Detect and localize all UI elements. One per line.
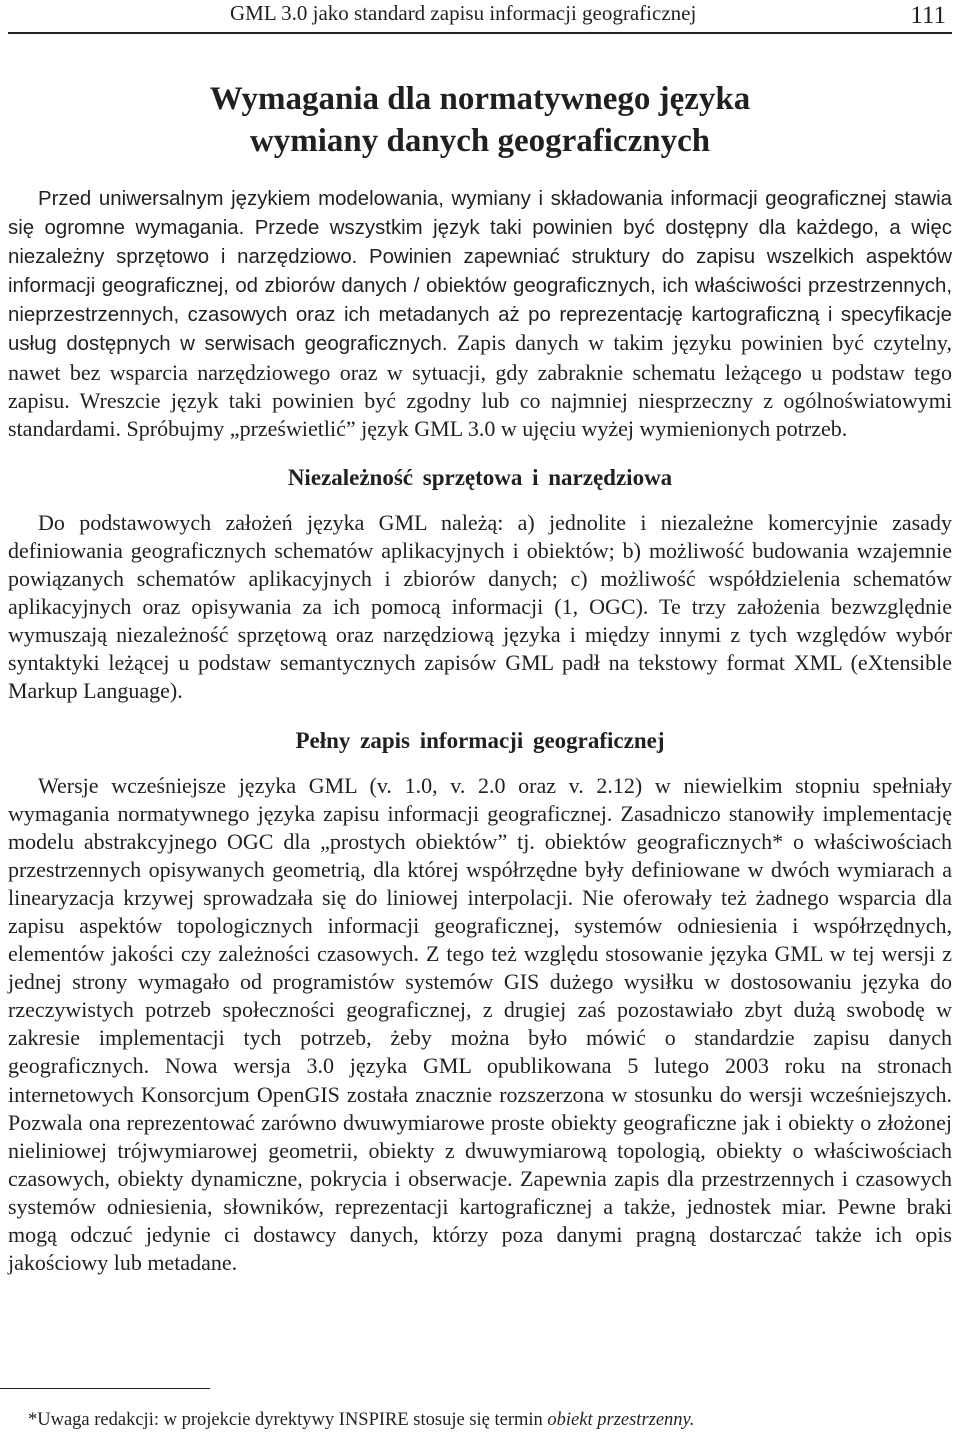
intro-text-sans: Przed uniwersalnym językiem modelowania, wymiany i składowania informacji geograficznej stawia się ogromne wymagania. Przede wszystkim język taki powinien być dostępny dla każdego, a więc niezależny sprzętowo i narzędziowo. [8, 188, 952, 269]
section-independence-paragraph: Do podstawowych założeń języka GML należą: a) jednolite i niezależne komercyjnie zasady definiowania geograficznych schematów aplikacyjnych i obiektów; b) możliwość budowania wzajemnie powiązanych schematów aplikacyjnych i zbiorów danych; c) możliwość współdzielenia schematów aplikacyjnych oraz opisywania za ich pomocą informacji (1, OGC). Te trzy założenia bezwzględnie wymuszają niezależność sprzętową oraz narzędziową języka i między innymi z tych względów wybór syntaktyki leżącej u podstaw semantycznych zapisów GML padł na tekstowy format XML (eXtensible Markup Language). [8, 509, 952, 704]
title-line-2: wymiany danych geograficznych [249, 123, 711, 159]
page-title [8, 78, 952, 162]
section-heading-independence: Niezależność sprzętowa i narzędziowa [287, 464, 673, 490]
section-heading-full-record: Pełny zapis informacji geograficznej [295, 727, 665, 753]
page-number: 111 [910, 2, 946, 29]
section-full-record-paragraph: Wersje wcześniejsze języka GML (v. 1.0, v. 2.0 oraz v. 2.12) w niewielkim stopniu spełniały wymagania normatywnego języka zapisu informacji geograficznej. Zasadniczo stanowiły implementację modelu abstrakcyjnego OGC dla „prostych obiektów” tj. obiektów geograficznych* o właściwościach przestrzennych opisywanych geometrią, dla której współrzędne były definiowane w dwóch wymiarach a linearyzacja krzywej sprowadzała się do liniowej interpolacji. Nie oferowały też żadnego wsparcia dla zapisu aspektów topologicznych informacji geograficznej, systemów odniesienia i współrzędnych, elementów jakości czy zależności czasowych. Z tego też względu stosowanie języka GML w tej wersji z jednej strony wymagało od programistów systemów GIS dużego wysiłku w dostosowaniu języka do rzeczywistych potrzeb społeczności geograficznej, z drugiej zaś pozostawiało zbyt dużą swobodę w zakresie implementacji tych potrzeb, żeby można było mówić o standardzie zapisu danych geograficznych. Nowa wersja 3.0 języka GML opublikowana 5 lutego 2003 roku na stronach internetowych Konsorcjum OpenGIS została znacznie rozszerzona w stosunku do wersji wcześniejszych. Pozwala ona reprezentować zarówno dwuwymiarowe proste obiekty geograficzne jak i obiekty o złożonej nieliniowej trójwymiarowej geometrii, obiekty z dwuwymiarową topologią, obiekty o właściwościach czasowych, obiekty dynamiczne, pokrycia i obserwacje. Zapewnia zapis dla przestrzennych i czasowych systemów odniesienia, słowników, reprezentacji kartograficznej a także, jednostek miar. Pewne braki mogą odczuć jedynie ci dostawcy danych, którzy poza danymi pragną dostarczać także ich opis jakościowy lub metadane. [8, 772, 952, 1276]
intro-text-serif: Zapis danych w takim języku powinien być czytelny, nawet bez wsparcia narzędziowego oraz w sytuacji, gdy zabraknie schematu leżącego u podstaw tego zapisu. Wreszcie język taki powinien być zgodny lub co najmniej niesprzeczny z ogólnoświatowymi standardami. Spróbujmy „prześwietlić” język GML 3.0 w ujęciu wyżej wymienionych potrzeb. [8, 330, 952, 441]
footnote-text: *Uwaga redakcji: w projekcie dyrektywy INSPIRE stosuje się termin [28, 1410, 548, 1430]
running-title: GML 3.0 jako standard zapisu informacji geograficznej [230, 1, 697, 25]
intro-text-sans-2: Powinien zapewniać struktury do zapisu wszelkich aspektów informacji geograficznej, od zbiorów danych / obiektów geograficznych, ich właściwości przestrzennych, nieprzestrzennych, czasowych oraz ich metadanych aż po reprezentację kartograficzną i specyfikacje usług dostępnych w serwisach geograficznych. [8, 246, 953, 356]
footnote-separator [0, 1388, 210, 1389]
running-header [8, 0, 952, 34]
document-page [8, 0, 952, 1277]
intro-paragraph [8, 184, 952, 443]
title-line-1: Wymagania dla normatywnego języka [209, 81, 751, 117]
footnote-term: obiekt przestrzenny. [547, 1410, 695, 1430]
footnote [28, 1408, 694, 1432]
